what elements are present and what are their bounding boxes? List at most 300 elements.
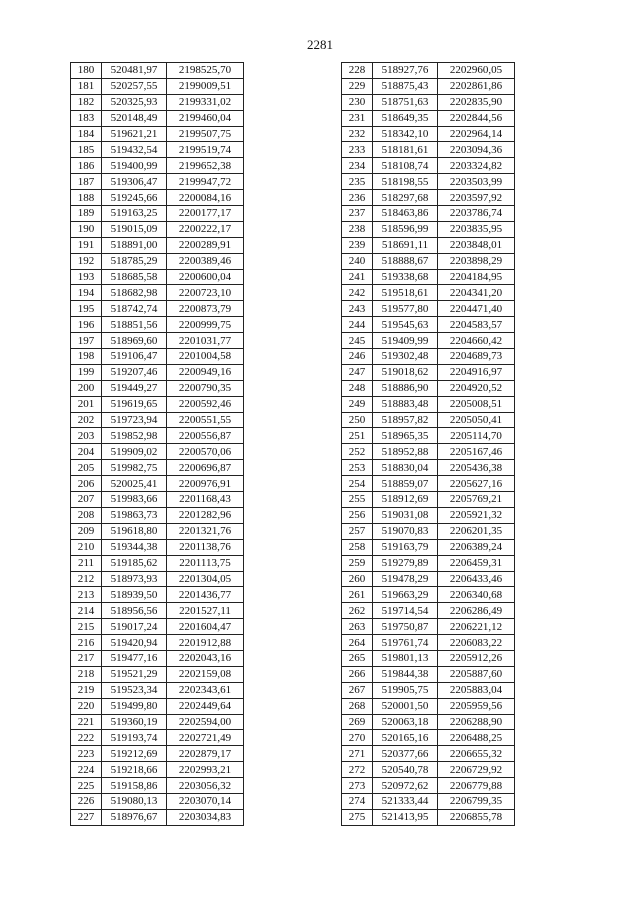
- point-number-cell: 247: [342, 364, 373, 380]
- point-number-cell: 215: [71, 619, 102, 635]
- x-coordinate-cell: 520165,16: [373, 730, 438, 746]
- table-row: [342, 523, 515, 539]
- x-coordinate-cell: 519409,99: [373, 333, 438, 349]
- point-number-cell: 253: [342, 460, 373, 476]
- y-coordinate-cell: 2203898,29: [438, 253, 515, 269]
- point-number-cell: 216: [71, 635, 102, 651]
- x-coordinate-cell: 519158,86: [102, 778, 167, 794]
- x-coordinate-cell: 518198,55: [373, 174, 438, 190]
- point-number-cell: 210: [71, 539, 102, 555]
- y-coordinate-cell: 2204920,52: [438, 380, 515, 396]
- point-number-cell: 214: [71, 603, 102, 619]
- point-number-cell: 204: [71, 444, 102, 460]
- x-coordinate-cell: 519338,68: [373, 269, 438, 285]
- point-number-cell: 206: [71, 476, 102, 492]
- y-coordinate-cell: 2203835,95: [438, 221, 515, 237]
- y-coordinate-cell: 2200600,04: [167, 269, 244, 285]
- point-number-cell: 272: [342, 762, 373, 778]
- point-number-cell: 273: [342, 778, 373, 794]
- x-coordinate-cell: 518181,61: [373, 142, 438, 158]
- x-coordinate-cell: 518682,98: [102, 285, 167, 301]
- y-coordinate-cell: 2206201,35: [438, 523, 515, 539]
- point-number-cell: 225: [71, 778, 102, 794]
- x-coordinate-cell: 519017,24: [102, 619, 167, 635]
- point-number-cell: 228: [342, 63, 373, 79]
- table-row: [342, 428, 515, 444]
- x-coordinate-cell: 518830,04: [373, 460, 438, 476]
- x-coordinate-cell: 519761,74: [373, 635, 438, 651]
- table-row: [71, 364, 244, 380]
- y-coordinate-cell: 2200790,35: [167, 380, 244, 396]
- point-number-cell: 221: [71, 714, 102, 730]
- y-coordinate-cell: 2200592,46: [167, 396, 244, 412]
- x-coordinate-cell: 519478,29: [373, 571, 438, 587]
- y-coordinate-cell: 2202835,90: [438, 94, 515, 110]
- table-row: [342, 650, 515, 666]
- y-coordinate-cell: 2205436,38: [438, 460, 515, 476]
- x-coordinate-cell: 518956,56: [102, 603, 167, 619]
- y-coordinate-cell: 2202721,49: [167, 730, 244, 746]
- x-coordinate-cell: 518957,82: [373, 412, 438, 428]
- x-coordinate-cell: 519750,87: [373, 619, 438, 635]
- y-coordinate-cell: 2206288,90: [438, 714, 515, 730]
- point-number-cell: 260: [342, 571, 373, 587]
- x-coordinate-cell: 520972,62: [373, 778, 438, 794]
- y-coordinate-cell: 2200551,55: [167, 412, 244, 428]
- point-number-cell: 191: [71, 237, 102, 253]
- y-coordinate-cell: 2204471,40: [438, 301, 515, 317]
- x-coordinate-cell: 520377,66: [373, 746, 438, 762]
- y-coordinate-cell: 2200289,91: [167, 237, 244, 253]
- point-number-cell: 241: [342, 269, 373, 285]
- point-number-cell: 219: [71, 682, 102, 698]
- x-coordinate-cell: 519163,25: [102, 206, 167, 222]
- y-coordinate-cell: 2200873,79: [167, 301, 244, 317]
- point-number-cell: 229: [342, 78, 373, 94]
- point-number-cell: 200: [71, 380, 102, 396]
- point-number-cell: 261: [342, 587, 373, 603]
- table-row: [71, 285, 244, 301]
- y-coordinate-cell: 2201436,77: [167, 587, 244, 603]
- y-coordinate-cell: 2200696,87: [167, 460, 244, 476]
- x-coordinate-cell: 519018,62: [373, 364, 438, 380]
- y-coordinate-cell: 2205627,16: [438, 476, 515, 492]
- table-row: [71, 635, 244, 651]
- coordinates-table-left: [70, 62, 244, 826]
- point-number-cell: 227: [71, 809, 102, 825]
- y-coordinate-cell: 2202861,86: [438, 78, 515, 94]
- y-coordinate-cell: 2205167,46: [438, 444, 515, 460]
- point-number-cell: 212: [71, 571, 102, 587]
- point-number-cell: 183: [71, 110, 102, 126]
- table-row: [71, 650, 244, 666]
- y-coordinate-cell: 2201031,77: [167, 333, 244, 349]
- x-coordinate-cell: 518751,63: [373, 94, 438, 110]
- table-row: [71, 237, 244, 253]
- table-row: [342, 460, 515, 476]
- x-coordinate-cell: 520025,41: [102, 476, 167, 492]
- x-coordinate-cell: 519015,09: [102, 221, 167, 237]
- x-coordinate-cell: 520257,55: [102, 78, 167, 94]
- table-row: [71, 253, 244, 269]
- table-row: [71, 110, 244, 126]
- y-coordinate-cell: 2200084,16: [167, 190, 244, 206]
- x-coordinate-cell: 519477,16: [102, 650, 167, 666]
- table-row: [342, 571, 515, 587]
- x-coordinate-cell: 521333,44: [373, 793, 438, 809]
- table-row: [71, 396, 244, 412]
- y-coordinate-cell: 2201004,58: [167, 349, 244, 365]
- x-coordinate-cell: 519070,83: [373, 523, 438, 539]
- point-number-cell: 238: [342, 221, 373, 237]
- x-coordinate-cell: 520001,50: [373, 698, 438, 714]
- point-number-cell: 258: [342, 539, 373, 555]
- y-coordinate-cell: 2200976,91: [167, 476, 244, 492]
- x-coordinate-cell: 520063,18: [373, 714, 438, 730]
- table-row: [342, 317, 515, 333]
- x-coordinate-cell: 519863,73: [102, 507, 167, 523]
- table-row: [71, 158, 244, 174]
- table-row: [71, 444, 244, 460]
- table-row: [71, 793, 244, 809]
- x-coordinate-cell: 518927,76: [373, 63, 438, 79]
- point-number-cell: 232: [342, 126, 373, 142]
- y-coordinate-cell: 2200570,06: [167, 444, 244, 460]
- y-coordinate-cell: 2205959,56: [438, 698, 515, 714]
- x-coordinate-cell: 518952,88: [373, 444, 438, 460]
- y-coordinate-cell: 2206340,68: [438, 587, 515, 603]
- x-coordinate-cell: 518851,56: [102, 317, 167, 333]
- x-coordinate-cell: 519801,13: [373, 650, 438, 666]
- point-number-cell: 257: [342, 523, 373, 539]
- x-coordinate-cell: 519618,80: [102, 523, 167, 539]
- point-number-cell: 248: [342, 380, 373, 396]
- table-row: [71, 349, 244, 365]
- point-number-cell: 268: [342, 698, 373, 714]
- x-coordinate-cell: 519344,38: [102, 539, 167, 555]
- y-coordinate-cell: 2206729,92: [438, 762, 515, 778]
- table-row: [342, 78, 515, 94]
- table-row: [342, 587, 515, 603]
- x-coordinate-cell: 519518,61: [373, 285, 438, 301]
- point-number-cell: 184: [71, 126, 102, 142]
- y-coordinate-cell: 2205883,04: [438, 682, 515, 698]
- y-coordinate-cell: 2202594,00: [167, 714, 244, 730]
- point-number-cell: 230: [342, 94, 373, 110]
- table-row: [342, 333, 515, 349]
- table-row: [71, 380, 244, 396]
- point-number-cell: 207: [71, 492, 102, 508]
- table-row: [342, 793, 515, 809]
- y-coordinate-cell: 2203034,83: [167, 809, 244, 825]
- y-coordinate-cell: 2201282,96: [167, 507, 244, 523]
- table-row: [71, 778, 244, 794]
- point-number-cell: 265: [342, 650, 373, 666]
- table-row: [342, 142, 515, 158]
- table-row: [71, 555, 244, 571]
- table-row: [342, 285, 515, 301]
- table-row: [71, 587, 244, 603]
- x-coordinate-cell: 519432,54: [102, 142, 167, 158]
- x-coordinate-cell: 518965,35: [373, 428, 438, 444]
- x-coordinate-cell: 519080,13: [102, 793, 167, 809]
- x-coordinate-cell: 518886,90: [373, 380, 438, 396]
- x-coordinate-cell: 518969,60: [102, 333, 167, 349]
- x-coordinate-cell: 520481,97: [102, 63, 167, 79]
- x-coordinate-cell: 519723,94: [102, 412, 167, 428]
- x-coordinate-cell: 519207,46: [102, 364, 167, 380]
- table-row: [342, 762, 515, 778]
- table-row: [342, 778, 515, 794]
- x-coordinate-cell: 518742,74: [102, 301, 167, 317]
- y-coordinate-cell: 2206433,46: [438, 571, 515, 587]
- x-coordinate-cell: 518785,29: [102, 253, 167, 269]
- point-number-cell: 187: [71, 174, 102, 190]
- table-row: [71, 666, 244, 682]
- coordinates-table-right: [341, 62, 515, 826]
- point-number-cell: 243: [342, 301, 373, 317]
- y-coordinate-cell: 2200222,17: [167, 221, 244, 237]
- table-row: [71, 539, 244, 555]
- x-coordinate-cell: 518297,68: [373, 190, 438, 206]
- y-coordinate-cell: 2201304,05: [167, 571, 244, 587]
- table-row: [342, 555, 515, 571]
- point-number-cell: 211: [71, 555, 102, 571]
- x-coordinate-cell: 519360,19: [102, 714, 167, 730]
- point-number-cell: 263: [342, 619, 373, 635]
- table-row: [342, 682, 515, 698]
- point-number-cell: 262: [342, 603, 373, 619]
- point-number-cell: 275: [342, 809, 373, 825]
- x-coordinate-cell: 519218,66: [102, 762, 167, 778]
- x-coordinate-cell: 518976,67: [102, 809, 167, 825]
- y-coordinate-cell: 2202449,64: [167, 698, 244, 714]
- point-number-cell: 180: [71, 63, 102, 79]
- point-number-cell: 274: [342, 793, 373, 809]
- point-number-cell: 189: [71, 206, 102, 222]
- table-row: [342, 730, 515, 746]
- y-coordinate-cell: 2202993,21: [167, 762, 244, 778]
- y-coordinate-cell: 2204184,95: [438, 269, 515, 285]
- y-coordinate-cell: 2201113,75: [167, 555, 244, 571]
- y-coordinate-cell: 2199009,51: [167, 78, 244, 94]
- table-row: [342, 206, 515, 222]
- table-row: [342, 126, 515, 142]
- y-coordinate-cell: 2201321,76: [167, 523, 244, 539]
- point-number-cell: 252: [342, 444, 373, 460]
- x-coordinate-cell: 519449,27: [102, 380, 167, 396]
- table-row: [71, 333, 244, 349]
- point-number-cell: 242: [342, 285, 373, 301]
- y-coordinate-cell: 2198525,70: [167, 63, 244, 79]
- table-row: [342, 174, 515, 190]
- x-coordinate-cell: 518108,74: [373, 158, 438, 174]
- table-row: [342, 809, 515, 825]
- point-number-cell: 271: [342, 746, 373, 762]
- point-number-cell: 218: [71, 666, 102, 682]
- x-coordinate-cell: 519982,75: [102, 460, 167, 476]
- x-coordinate-cell: 518596,99: [373, 221, 438, 237]
- y-coordinate-cell: 2200723,10: [167, 285, 244, 301]
- point-number-cell: 182: [71, 94, 102, 110]
- x-coordinate-cell: 519302,48: [373, 349, 438, 365]
- table-row: [71, 412, 244, 428]
- table-row: [342, 507, 515, 523]
- table-row: [71, 492, 244, 508]
- x-coordinate-cell: 518973,93: [102, 571, 167, 587]
- y-coordinate-cell: 2199519,74: [167, 142, 244, 158]
- y-coordinate-cell: 2200177,17: [167, 206, 244, 222]
- y-coordinate-cell: 2202844,56: [438, 110, 515, 126]
- y-coordinate-cell: 2206655,32: [438, 746, 515, 762]
- table-row: [342, 63, 515, 79]
- table-row: [71, 523, 244, 539]
- table-row: [342, 221, 515, 237]
- table-row: [71, 507, 244, 523]
- y-coordinate-cell: 2202043,16: [167, 650, 244, 666]
- table-row: [342, 492, 515, 508]
- table-row: [342, 380, 515, 396]
- table-row: [342, 476, 515, 492]
- y-coordinate-cell: 2206083,22: [438, 635, 515, 651]
- y-coordinate-cell: 2203070,14: [167, 793, 244, 809]
- point-number-cell: 197: [71, 333, 102, 349]
- y-coordinate-cell: 2201527,11: [167, 603, 244, 619]
- point-number-cell: 220: [71, 698, 102, 714]
- point-number-cell: 196: [71, 317, 102, 333]
- table-row: [71, 94, 244, 110]
- y-coordinate-cell: 2199460,04: [167, 110, 244, 126]
- table-row: [342, 364, 515, 380]
- x-coordinate-cell: 519400,99: [102, 158, 167, 174]
- y-coordinate-cell: 2204583,57: [438, 317, 515, 333]
- y-coordinate-cell: 2205769,21: [438, 492, 515, 508]
- y-coordinate-cell: 2206488,25: [438, 730, 515, 746]
- table-row: [71, 603, 244, 619]
- table-row: [342, 666, 515, 682]
- x-coordinate-cell: 518888,67: [373, 253, 438, 269]
- x-coordinate-cell: 519844,38: [373, 666, 438, 682]
- x-coordinate-cell: 518891,00: [102, 237, 167, 253]
- y-coordinate-cell: 2206855,78: [438, 809, 515, 825]
- point-number-cell: 270: [342, 730, 373, 746]
- y-coordinate-cell: 2199507,75: [167, 126, 244, 142]
- y-coordinate-cell: 2202960,05: [438, 63, 515, 79]
- y-coordinate-cell: 2202343,61: [167, 682, 244, 698]
- y-coordinate-cell: 2204689,73: [438, 349, 515, 365]
- table-row: [71, 698, 244, 714]
- x-coordinate-cell: 519306,47: [102, 174, 167, 190]
- table-row: [342, 158, 515, 174]
- point-number-cell: 250: [342, 412, 373, 428]
- table-row: [71, 221, 244, 237]
- x-coordinate-cell: 519163,79: [373, 539, 438, 555]
- x-coordinate-cell: 519185,62: [102, 555, 167, 571]
- table-row: [342, 698, 515, 714]
- point-number-cell: 201: [71, 396, 102, 412]
- point-number-cell: 195: [71, 301, 102, 317]
- table-row: [342, 301, 515, 317]
- table-row: [71, 190, 244, 206]
- table-row: [71, 317, 244, 333]
- point-number-cell: 239: [342, 237, 373, 253]
- point-number-cell: 245: [342, 333, 373, 349]
- y-coordinate-cell: 2206459,31: [438, 555, 515, 571]
- y-coordinate-cell: 2200556,87: [167, 428, 244, 444]
- y-coordinate-cell: 2206286,49: [438, 603, 515, 619]
- x-coordinate-cell: 518875,43: [373, 78, 438, 94]
- table-row: [342, 253, 515, 269]
- point-number-cell: 190: [71, 221, 102, 237]
- point-number-cell: 251: [342, 428, 373, 444]
- x-coordinate-cell: 519909,02: [102, 444, 167, 460]
- x-coordinate-cell: 519521,29: [102, 666, 167, 682]
- y-coordinate-cell: 2204660,42: [438, 333, 515, 349]
- x-coordinate-cell: 520148,49: [102, 110, 167, 126]
- point-number-cell: 249: [342, 396, 373, 412]
- point-number-cell: 192: [71, 253, 102, 269]
- y-coordinate-cell: 2202964,14: [438, 126, 515, 142]
- point-number-cell: 240: [342, 253, 373, 269]
- y-coordinate-cell: 2206799,35: [438, 793, 515, 809]
- x-coordinate-cell: 519499,80: [102, 698, 167, 714]
- y-coordinate-cell: 2205008,51: [438, 396, 515, 412]
- point-number-cell: 208: [71, 507, 102, 523]
- table-row: [342, 539, 515, 555]
- y-coordinate-cell: 2206389,24: [438, 539, 515, 555]
- x-coordinate-cell: 518463,86: [373, 206, 438, 222]
- table-row: [342, 94, 515, 110]
- x-coordinate-cell: 521413,95: [373, 809, 438, 825]
- y-coordinate-cell: 2203503,99: [438, 174, 515, 190]
- y-coordinate-cell: 2203324,82: [438, 158, 515, 174]
- x-coordinate-cell: 519852,98: [102, 428, 167, 444]
- table-row: [71, 571, 244, 587]
- y-coordinate-cell: 2203786,74: [438, 206, 515, 222]
- y-coordinate-cell: 2204341,20: [438, 285, 515, 301]
- y-coordinate-cell: 2203094,36: [438, 142, 515, 158]
- point-number-cell: 234: [342, 158, 373, 174]
- x-coordinate-cell: 518883,48: [373, 396, 438, 412]
- point-number-cell: 255: [342, 492, 373, 508]
- x-coordinate-cell: 519193,74: [102, 730, 167, 746]
- point-number-cell: 269: [342, 714, 373, 730]
- y-coordinate-cell: 2205887,60: [438, 666, 515, 682]
- table-row: [342, 635, 515, 651]
- x-coordinate-cell: 518691,11: [373, 237, 438, 253]
- table-row: [71, 174, 244, 190]
- table-row: [71, 746, 244, 762]
- y-coordinate-cell: 2200949,16: [167, 364, 244, 380]
- point-number-cell: 181: [71, 78, 102, 94]
- point-number-cell: 231: [342, 110, 373, 126]
- table-row: [71, 63, 244, 79]
- x-coordinate-cell: 519714,54: [373, 603, 438, 619]
- table-row: [71, 730, 244, 746]
- point-number-cell: 194: [71, 285, 102, 301]
- x-coordinate-cell: 520540,78: [373, 762, 438, 778]
- table-row: [71, 460, 244, 476]
- y-coordinate-cell: 2204916,97: [438, 364, 515, 380]
- table-row: [342, 269, 515, 285]
- x-coordinate-cell: 519621,21: [102, 126, 167, 142]
- table-row: [342, 190, 515, 206]
- y-coordinate-cell: 2206779,88: [438, 778, 515, 794]
- table-row: [342, 396, 515, 412]
- table-row: [342, 746, 515, 762]
- table-row: [71, 619, 244, 635]
- y-coordinate-cell: 2202159,08: [167, 666, 244, 682]
